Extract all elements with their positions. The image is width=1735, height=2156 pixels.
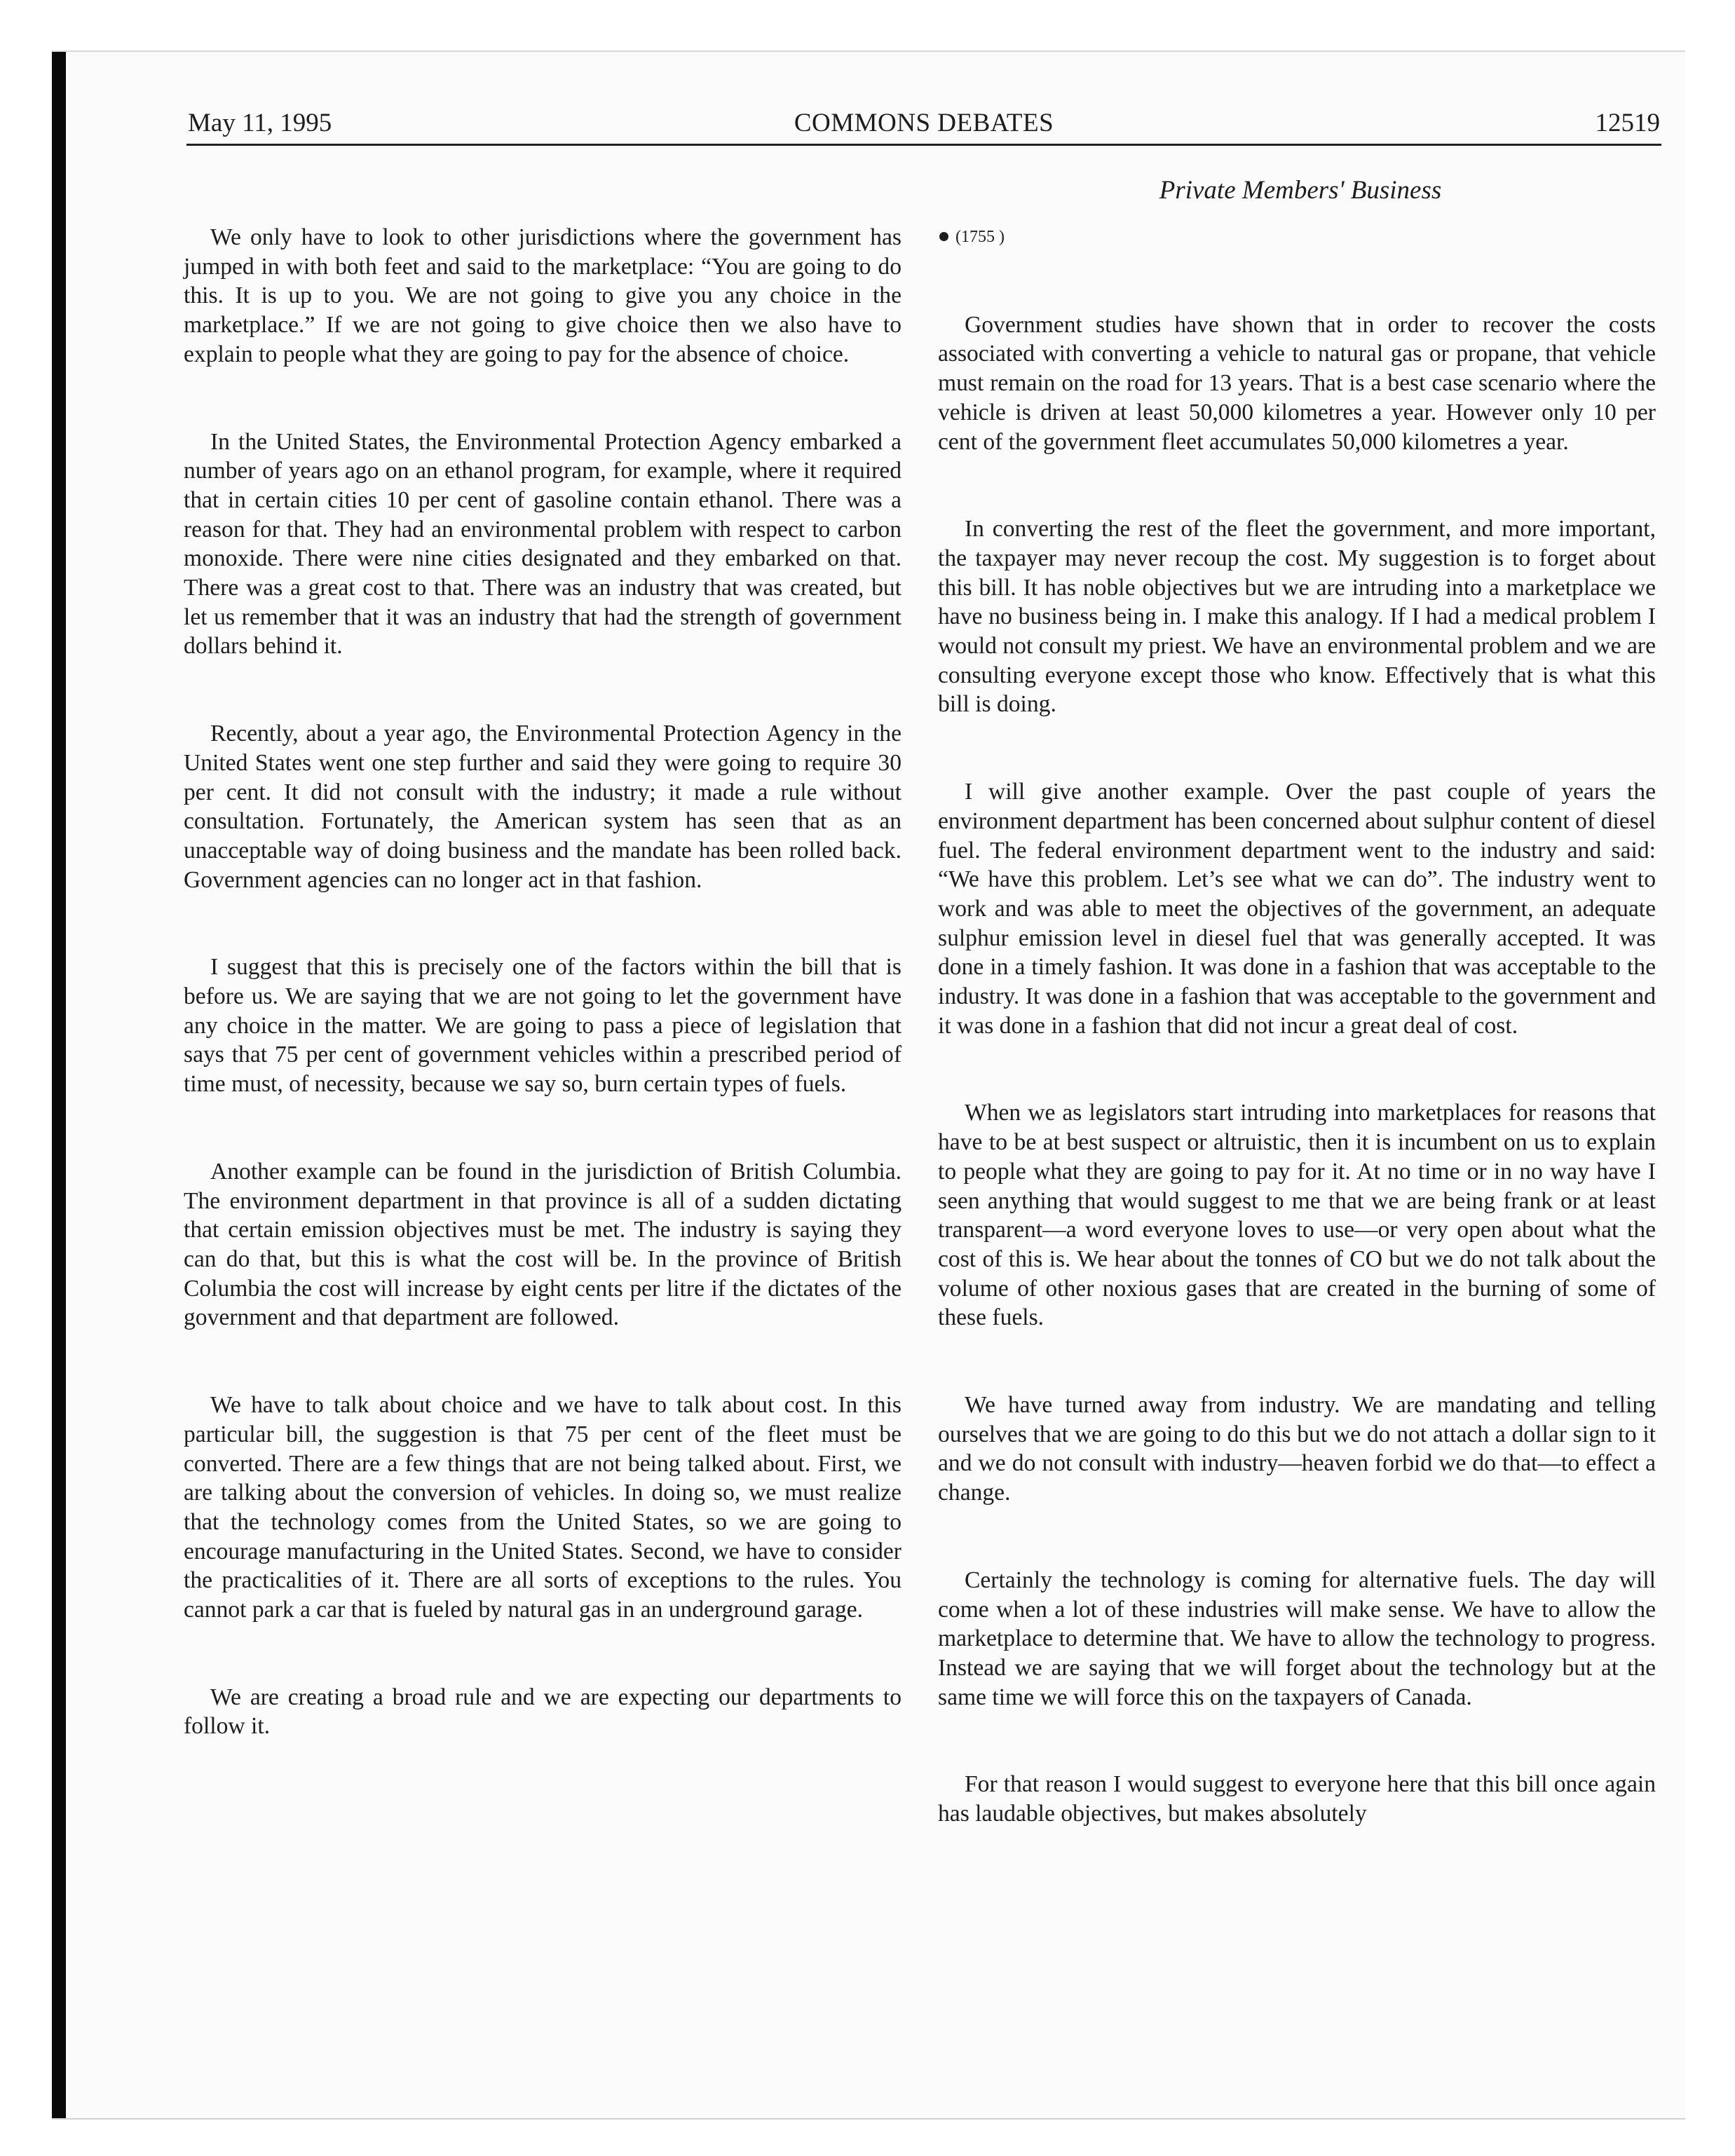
right-column bbox=[938, 223, 1656, 1829]
paragraph: We have to talk about choice and we have to talk about cost. In this particular bill, the suggestion is that 75 per cent of the fleet must be converted. There are a few things that are not being talked about. First, we are talking about the conversion of vehicles. In doing so, we must realize that the technology comes from the United States, so we are going to encourage manufacturing in the United States. Second, we have to consider the practicalities of it. There are all sorts of exceptions to the rules. You cannot park a car that is fueled by natural gas in an underground garage. bbox=[184, 1392, 901, 1623]
header-journal-title: COMMONS DEBATES bbox=[794, 109, 1054, 137]
paragraph: For that reason I would suggest to everyone here that this bill once again has laudable objectives, but makes absolutely bbox=[938, 1771, 1656, 1827]
timestamp-text: (1755 ) bbox=[955, 228, 1005, 246]
paragraph: In the United States, the Environmental Protection Agency embarked a number of years ago on an ethanol program, for example, where it required that in certain cities 10 per cent of gasoline contain ethanol. There was a reason for that. They had an environmental problem with respect to carbon monoxide. There were nine cities designated and they embarked on that. There was a great cost to that. There was an industry that was created, but let us remember that it was an industry that had the strength of government dollars behind it. bbox=[184, 428, 901, 660]
paragraph: I will give another example. Over the past couple of years the environment department has been concerned about sulphur content of diesel fuel. The federal environment department went to the industry and said: “We have this problem. Let’s see what we can do”. The industry went to work and was able to meet the objectives of the government, an adequate sulphur emission level in diesel fuel that was generally accepted. It was done in a timely fashion. It was done in a fashion that was acceptable to the industry. It was done in a fashion that was acceptable to the government and it was done in a fashion that did not incur a great deal of cost. bbox=[938, 779, 1656, 1039]
scan-edge bbox=[52, 50, 66, 2120]
running-header bbox=[188, 104, 1660, 143]
paragraph: I suggest that this is precisely one of the factors within the bill that is before us. We are saying that we are not going to let the government have any choice in the matter. We are going to pass a piece of legislation that says that 75 per cent of government vehicles within a prescribed period of time must, of necessity, because we say so, burn certain types of fuels. bbox=[184, 954, 901, 1098]
paragraph: We only have to look to other jurisdictions where the government has jumped in with both feet and said to the marketplace: “You are going to do this. It is up to you. We are not going to give you any choice in the marketplace.” If we are not going to give choice then we also have to explain to people what they are going to pay for the absence of choice. bbox=[184, 224, 901, 367]
left-column bbox=[184, 223, 901, 1741]
paragraph: We are creating a broad rule and we are expecting our departments to follow it. bbox=[184, 1684, 901, 1740]
paragraph: Another example can be found in the jurisdiction of British Columbia. The environment department in that province is all of a sudden dictating that certain emission objectives must be met. The industry is saying they can do that, but this is what the cost will be. In the province of British Columbia the cost will increase by eight cents per litre if the dictates of the government and that department are followed. bbox=[184, 1158, 901, 1331]
header-date: May 11, 1995 bbox=[188, 109, 332, 137]
paragraph: We have turned away from industry. We are mandating and telling ourselves that we are going to do this but we do not attach a dollar sign to it and we do not consult with industry—heaven forbid we do that—to effect a change. bbox=[938, 1392, 1656, 1506]
paragraph: Certainly the technology is coming for alternative fuels. The day will come when a lot of these industries will make sense. We have to allow the marketplace to determine that. We have to allow the technology to progress. Instead we are saying that we will forget about the technology but at the same time we will force this on the taxpayers of Canada. bbox=[938, 1567, 1656, 1710]
paragraph: Government studies have shown that in order to recover the costs associated with converting a vehicle to natural gas or propane, that vehicle must remain on the road for 13 years. That is a best case scenario where the vehicle is driven at least 50,000 kilometres a year. However only 10 per cent of the government fleet accumulates 50,000 kilometres a year. bbox=[938, 311, 1656, 455]
paragraph: In converting the rest of the fleet the government, and more important, the taxpayer may never recoup the cost. My suggestion is to forget about this bill. It has noble objectives but we are intruding into a marketplace we have no business being in. I make this analogy. If I had a medical problem I would not consult my priest. We have an environmental problem and we are consulting everyone except those who know. Effectively that is what this bill is doing. bbox=[938, 516, 1656, 718]
paragraph: Recently, about a year ago, the Environmental Protection Agency in the United States went one step further and said they were going to require 30 per cent. It did not consult with the industry; it made a rule without consultation. Fortunately, the American system has seen that as an unacceptable way of doing business and the mandate has been rolled back. Government agencies can no longer act in that fashion. bbox=[184, 721, 901, 893]
header-rule bbox=[186, 144, 1661, 146]
timestamp-marker bbox=[939, 223, 1656, 252]
bullet-icon bbox=[939, 232, 948, 241]
scan-edge-bottom bbox=[52, 2118, 1685, 2120]
paragraph: When we as legislators start intruding into marketplaces for reasons that have to be at best suspect or altruistic, then it is incumbent on us to explain to people what they are going to pay for it. At no time or in no way have I seen anything that would suggest to me that we are being frank or at least transparent—a word everyone loves to use—or very open about what the cost of this is. We hear about the tonnes of CO but we do not talk about the volume of other noxious gases that are created in the burning of some of these fuels. bbox=[938, 1100, 1656, 1331]
section-title: Private Members' Business bbox=[1159, 176, 1442, 205]
header-page-number: 12519 bbox=[1595, 109, 1660, 137]
